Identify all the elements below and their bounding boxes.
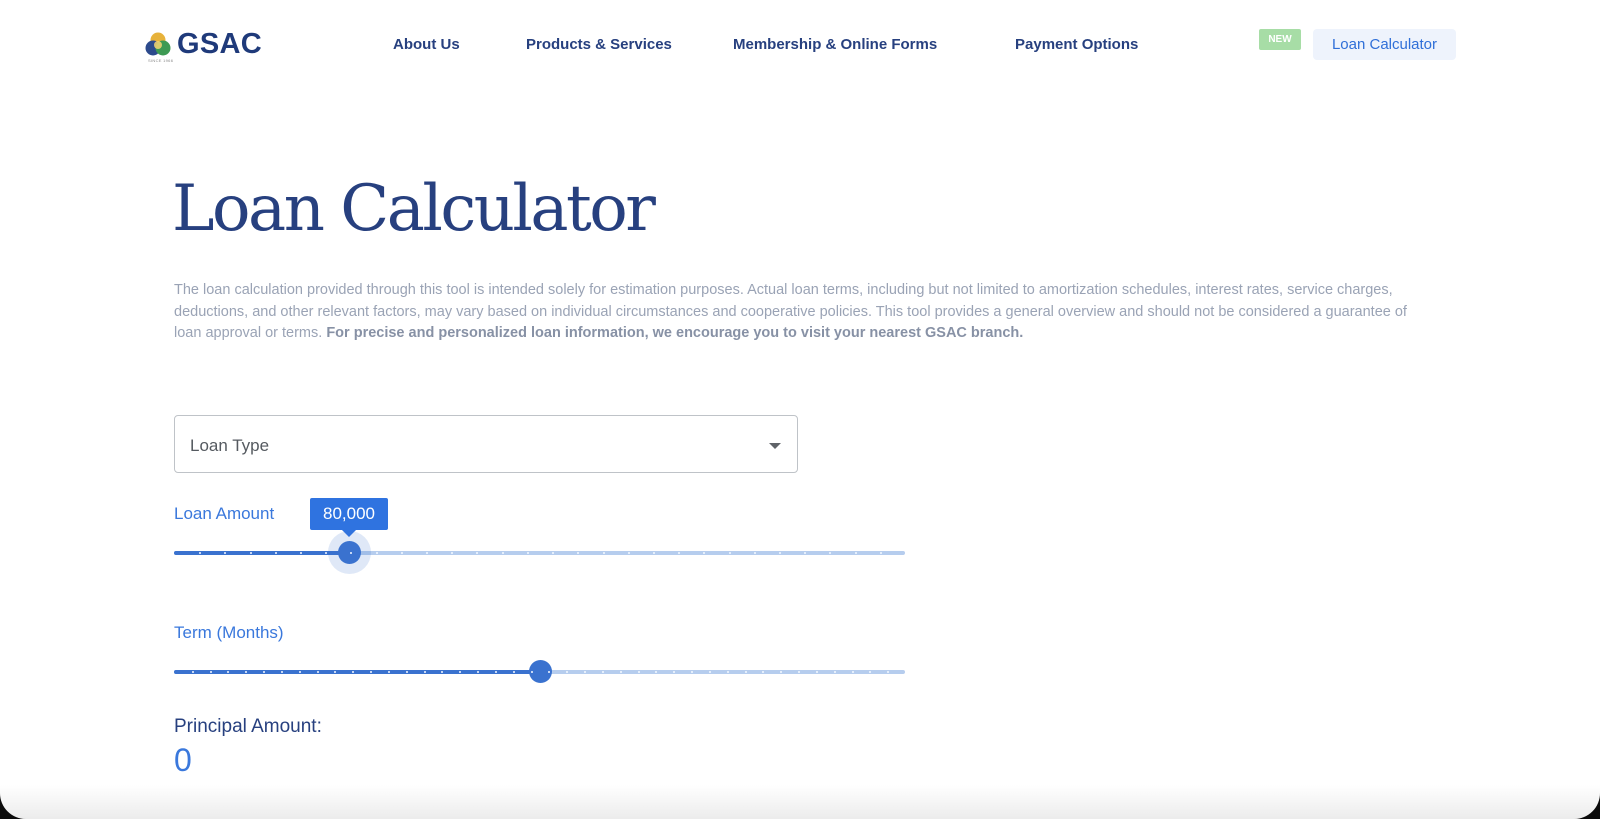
slider-tick-mark [887,671,889,673]
disclaimer-body: The loan calculation provided through this tool is intended solely for estimation purposes. Actual loan terms, including but not limited to amortization schedules, interest rates, service charges, deductions, and other relevant factors, may vary based on individual circumstances and cooperative policies. This tool provides a general overview and should not be considered a guarantee of loan approval or terms. [174,282,1407,341]
slider-tick-mark [275,552,277,554]
slider-tick-mark [628,552,630,554]
slider-tick-mark [300,552,302,554]
slider-tick-mark [350,552,352,554]
slider-tick-mark [210,671,212,673]
slider-tick-mark [804,552,806,554]
slider-tick-mark [502,552,504,554]
loan-amount-slider[interactable] [174,551,905,555]
principal-amount-label: Principal Amount: [174,716,322,737]
slider-tick-mark [673,671,675,673]
slider-tick-mark [441,671,443,673]
slider-tick-mark [602,671,604,673]
loan-calculator-nav-button[interactable]: Loan Calculator [1313,29,1456,60]
slider-tick-mark [727,671,729,673]
slider-tick-mark [829,552,831,554]
slider-tick-mark [426,552,428,554]
slider-tick-mark [584,671,586,673]
slider-tick-mark [678,552,680,554]
slider-tick-mark [192,671,194,673]
slider-tick-mark [603,552,605,554]
slider-tick-mark [281,671,283,673]
slider-tick-mark [459,671,461,673]
slider-tick-mark [816,671,818,673]
loan-amount-value-tooltip: 80,000 [310,498,388,530]
logo-tagline: SINCE 1966 [148,58,174,63]
slider-tick-mark [424,671,426,673]
slider-tick-mark [477,671,479,673]
new-badge: NEW [1259,29,1301,50]
slider-tick-mark [691,671,693,673]
logo-text: GSAC [177,28,262,60]
slider-tick-mark [869,671,871,673]
slider-tick-mark [513,671,515,673]
nav-membership-online-forms[interactable]: Membership & Online Forms [733,36,938,53]
slider-tick-mark [729,552,731,554]
slider-tick-mark [745,671,747,673]
nav-payment-options[interactable]: Payment Options [1015,36,1139,53]
slider-tick-mark [495,671,497,673]
caret-down-icon [769,443,781,449]
slider-tick-mark [227,671,229,673]
slider-tick-mark [317,671,319,673]
slider-tick-mark [779,552,781,554]
slider-tick-mark [245,671,247,673]
slider-tick-mark [880,552,882,554]
slider-tick-mark [552,552,554,554]
disclaimer-emphasis: For precise and personalized loan information, we encourage you to visit your nearest GSAC branch. [326,325,1024,341]
slider-tick-mark [577,552,579,554]
slider-tick-mark [852,671,854,673]
slider-tick-mark [653,552,655,554]
slider-tick-mark [224,552,226,554]
gsac-emblem-icon [145,31,171,59]
slider-tick-mark [780,671,782,673]
slider-tick-mark [655,671,657,673]
slider-tick-mark [451,552,453,554]
slider-tick-mark [476,552,478,554]
disclaimer-text [174,280,1419,345]
slider-tick-mark [548,671,550,673]
slider-tick-mark [527,552,529,554]
loan-type-placeholder: Loan Type [190,436,270,455]
slider-tick-mark [855,552,857,554]
slider-tick-mark [798,671,800,673]
loan-amount-label: Loan Amount [174,504,275,523]
slider-tick-mark [334,671,336,673]
slider-tick-mark [376,552,378,554]
slider-tick-mark [199,552,201,554]
slider-tick-mark [388,671,390,673]
nav-about-us[interactable]: About Us [393,36,460,53]
page-title: Loan Calculator [172,172,654,246]
slider-tick-mark [263,671,265,673]
principal-amount-value: 0 [174,742,192,778]
nav-products-services[interactable]: Products & Services [526,36,672,53]
slider-tick-mark [352,671,354,673]
slider-tick-mark [709,671,711,673]
slider-tick-mark [406,671,408,673]
slider-tick-mark [325,552,327,554]
slider-tick-mark [566,671,568,673]
slider-tick-mark [638,671,640,673]
term-label: Term (Months) [174,623,284,642]
slider-tick-mark [703,552,705,554]
slider-tick-mark [370,671,372,673]
slider-tick-mark [299,671,301,673]
slider-tick-mark [762,671,764,673]
slider-tick-mark [531,671,533,673]
slider-tick-mark [401,552,403,554]
loan-amount-slider-thumb[interactable] [338,541,361,564]
viewport-bottom-shadow [0,785,1600,819]
slider-tick-mark [834,671,836,673]
loan-type-select[interactable] [174,415,798,473]
slider-tick-mark [250,552,252,554]
slider-tick-mark [754,552,756,554]
term-slider[interactable] [174,670,905,674]
gsac-logo-link[interactable] [145,28,262,61]
slider-tick-mark [620,671,622,673]
